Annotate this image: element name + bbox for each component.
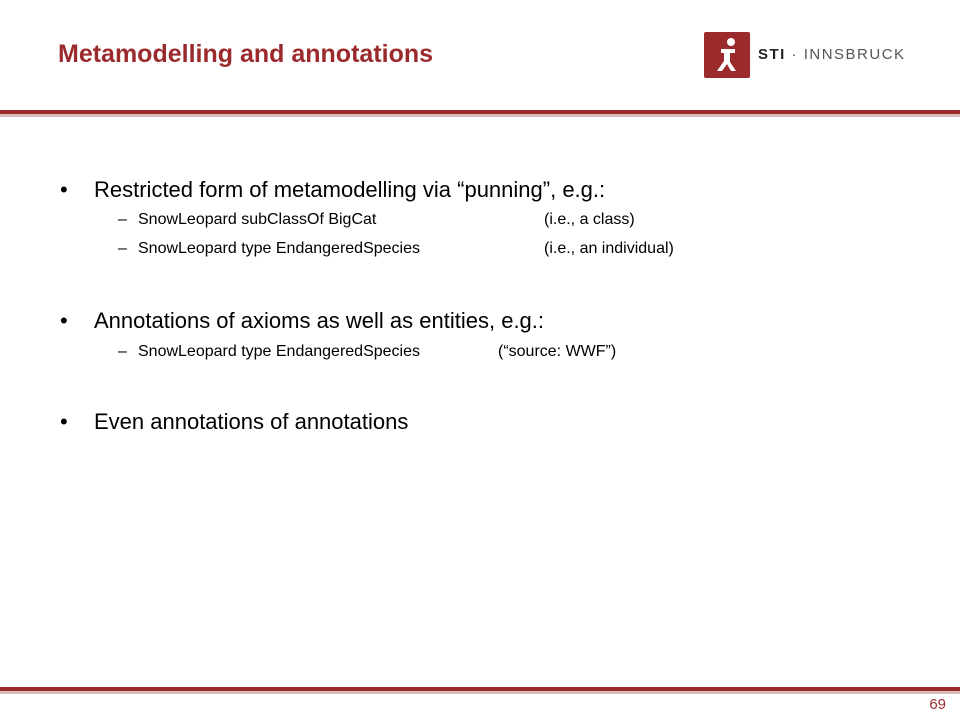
sti-logo-text <box>758 46 906 63</box>
sub-dash: – <box>118 240 127 257</box>
slide-title: Metamodelling and annotations <box>58 40 434 68</box>
sub-text: SnowLeopard type EndangeredSpecies <box>138 240 420 257</box>
person-figure-icon <box>704 32 750 78</box>
logo-city: INNSBRUCK <box>803 46 906 63</box>
bullet-text: Even annotations of annotations <box>94 409 409 434</box>
sub-note: (“source: WWF”) <box>498 343 617 360</box>
sub-text: SnowLeopard subClassOf BigCat <box>138 211 377 228</box>
sub-dash: – <box>118 343 127 360</box>
sub-note: (i.e., a class) <box>544 211 635 228</box>
bullet-text: Annotations of axioms as well as entities, e.g.: <box>94 308 545 333</box>
bullet-dot: • <box>60 308 68 333</box>
sti-logo-mark <box>704 32 750 78</box>
bullet-text: Restricted form of metamodelling via “punning”, e.g.: <box>94 177 606 202</box>
sub-text: SnowLeopard type EndangeredSpecies <box>138 343 420 360</box>
sub-dash: – <box>118 211 127 228</box>
bullet-dot: • <box>60 409 68 434</box>
sub-note: (i.e., an individual) <box>544 240 674 257</box>
bullet-dot: • <box>60 177 68 202</box>
logo-brand: STI <box>758 46 786 63</box>
footer-rule-shadow <box>0 691 960 694</box>
logo-separator: · <box>791 46 799 63</box>
page-number: 69 <box>929 696 946 713</box>
header-rule-shadow <box>0 114 960 117</box>
